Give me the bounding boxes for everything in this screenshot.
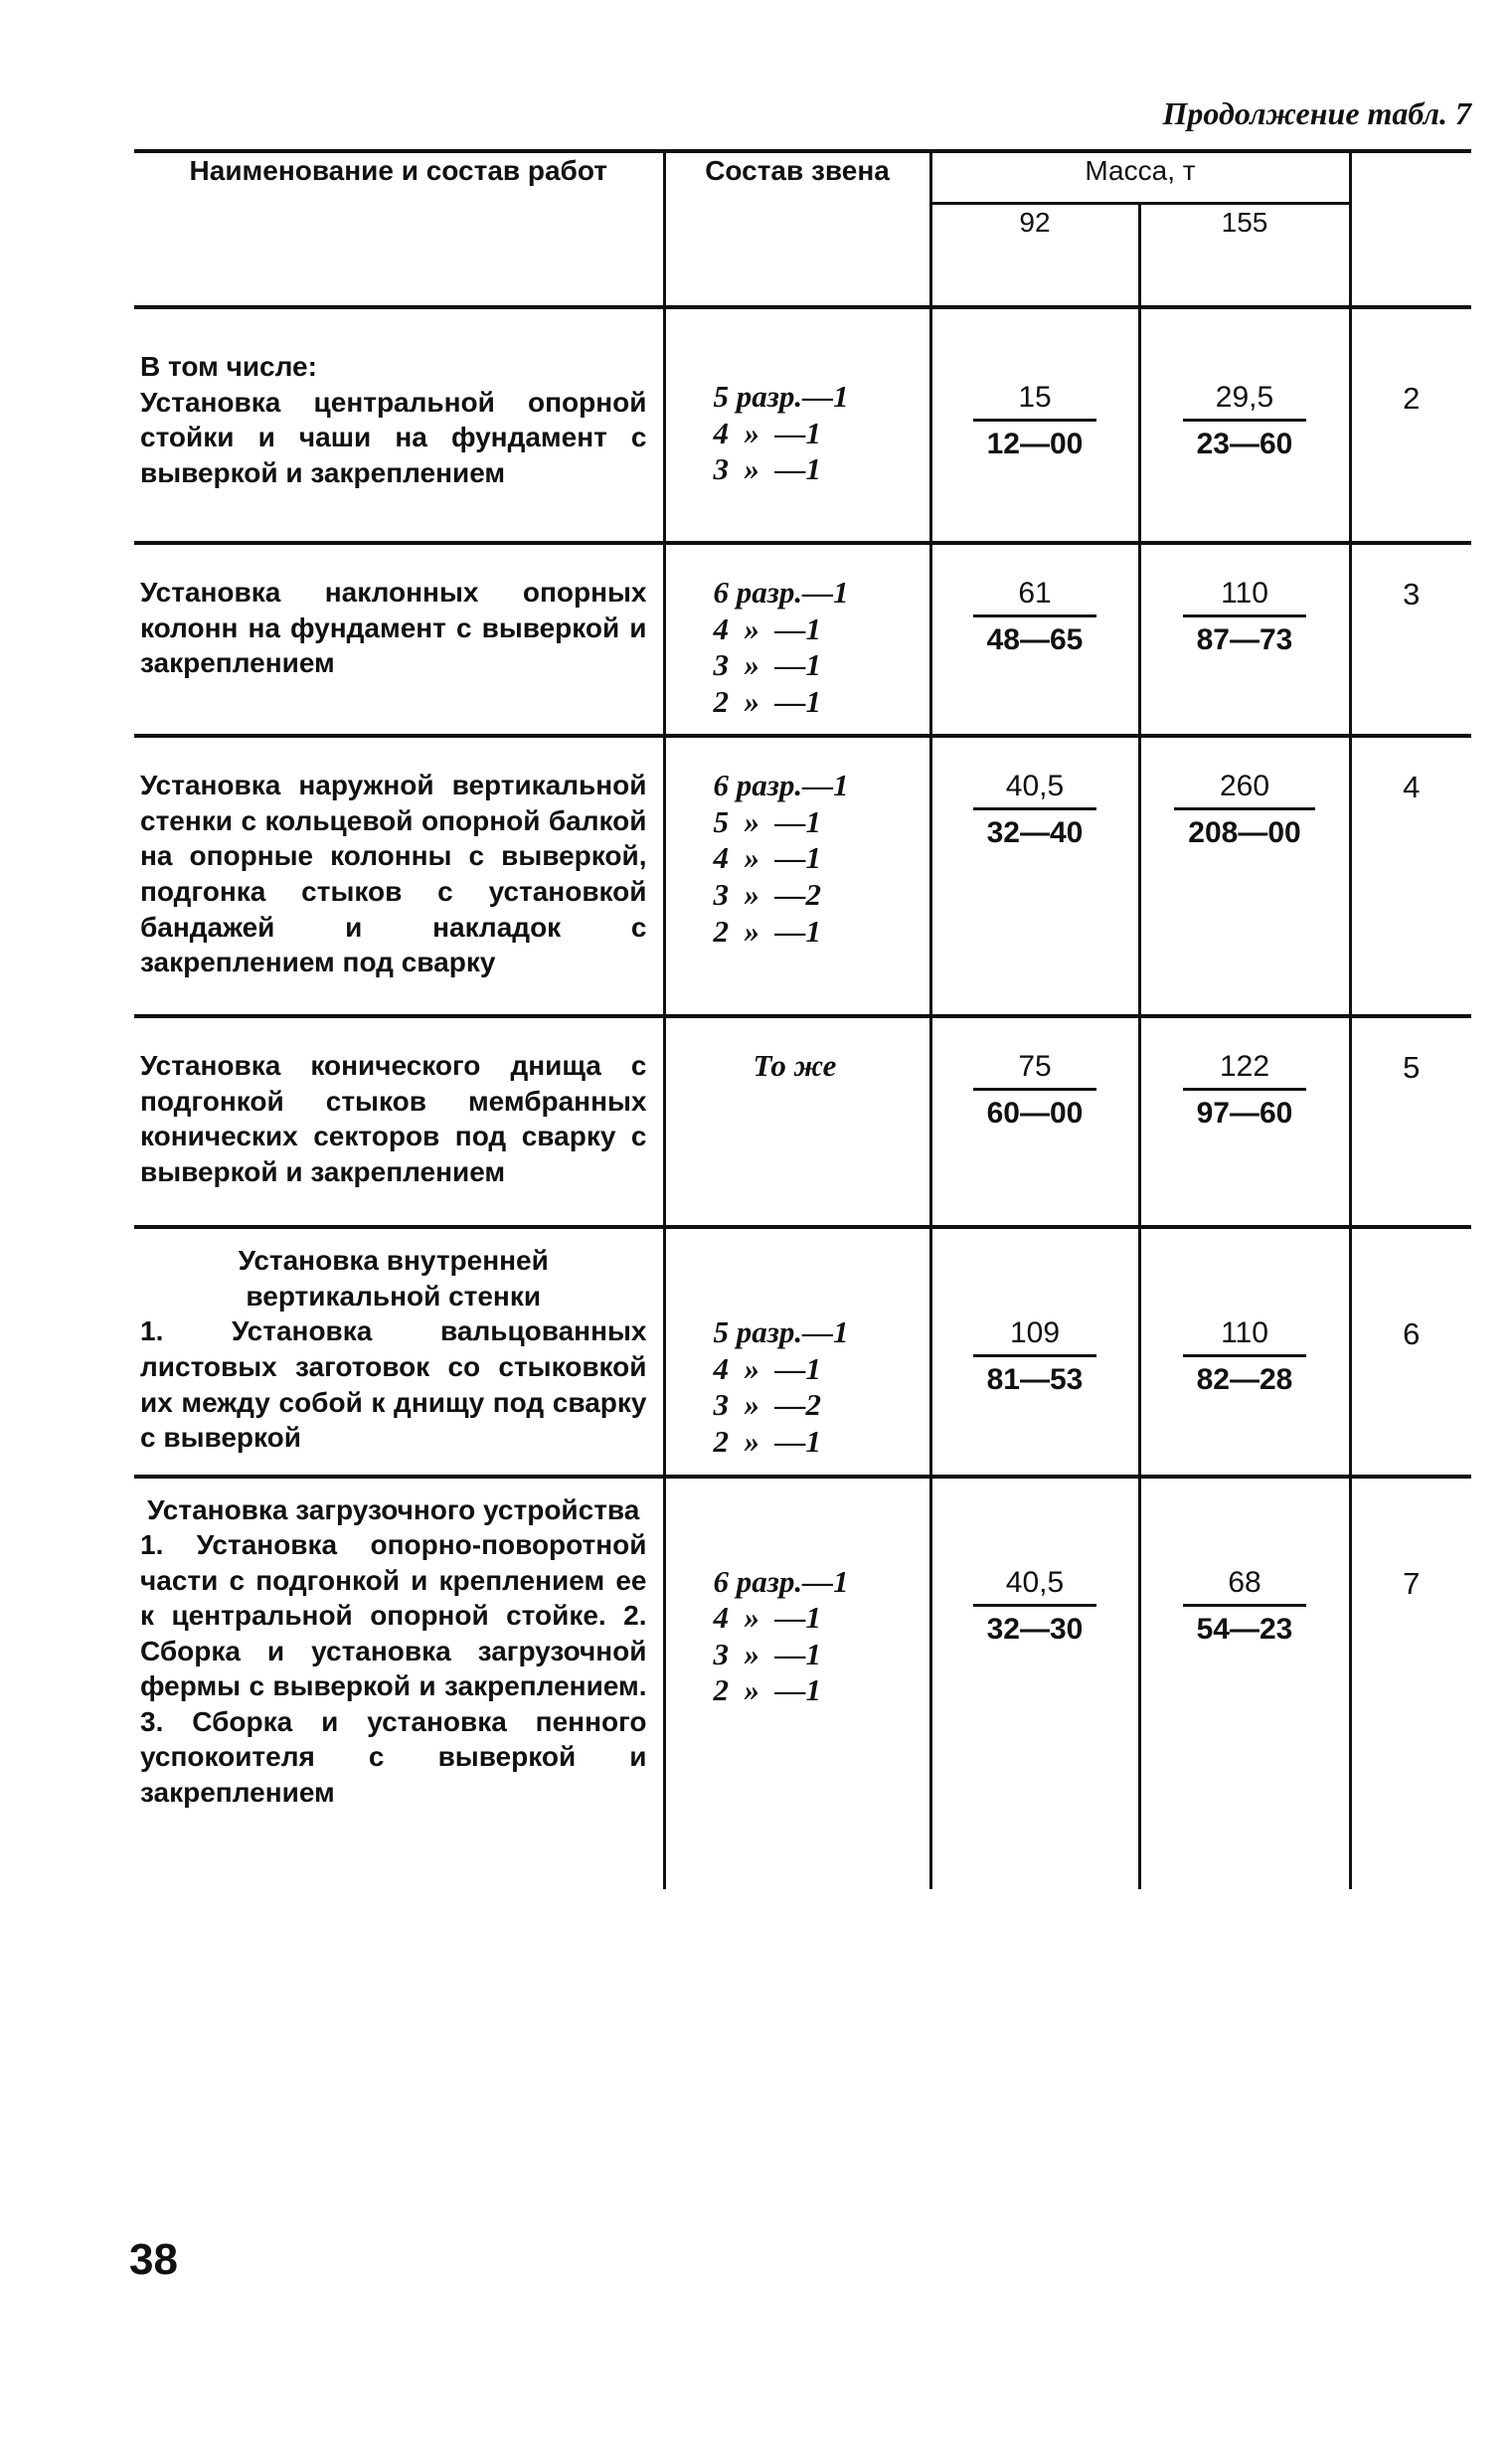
mass-92-cell — [930, 1016, 1139, 1227]
crew-line: 3 » —1 — [713, 451, 821, 487]
labor-value: 15 — [973, 379, 1097, 422]
work-name: Установка конического днища с подгонкой стыков мембранных конических секторов под сварку с выверкой и закреплением — [140, 1050, 647, 1187]
crew-cell — [664, 307, 930, 543]
crew-line: 5 разр.—1 — [713, 1314, 849, 1350]
row-number: 3 — [1350, 543, 1471, 736]
crew-line: 4 » —1 — [713, 415, 821, 450]
crew-line: То же — [753, 1048, 837, 1084]
work-name-cell — [134, 736, 664, 1016]
table-row — [134, 1016, 1471, 1227]
work-name-cell — [134, 543, 664, 736]
cost-value: 48—65 — [986, 623, 1084, 657]
work-name-cell — [134, 1477, 664, 1889]
labor-value: 29,5 — [1183, 379, 1307, 422]
cost-value: 32—40 — [986, 816, 1084, 850]
labor-value: 260 — [1174, 768, 1314, 810]
cost-value: 208—00 — [1188, 816, 1301, 850]
crew-line: 6 разр.—1 — [713, 1563, 849, 1599]
table-row — [134, 1477, 1471, 1889]
crew-line: 3 » —1 — [713, 1636, 821, 1671]
crew-cell — [664, 1016, 930, 1227]
table-row — [134, 543, 1471, 736]
cost-value: 32—30 — [986, 1612, 1084, 1646]
labor-value: 110 — [1183, 1314, 1307, 1357]
table-row — [134, 736, 1471, 1016]
labor-value: 75 — [973, 1048, 1097, 1091]
table-continuation-caption: Продолжение табл. 7 — [1162, 95, 1471, 131]
page-number: 38 — [129, 2235, 178, 2284]
row-number: 6 — [1350, 1227, 1471, 1476]
labor-value: 122 — [1183, 1048, 1307, 1091]
crew-line: 3 » —2 — [713, 1387, 821, 1423]
crew-line: 3 » —2 — [713, 877, 821, 913]
mass-155-cell — [1139, 307, 1350, 543]
labor-value: 68 — [1183, 1564, 1307, 1607]
crew-line: 2 » —1 — [713, 1672, 821, 1708]
work-name: Установка наклонных опорных колонн на фундамент с выверкой и закреплением — [140, 577, 647, 679]
crew-line: 5 » —1 — [713, 803, 821, 839]
header-work-name: Наименование и состав работ — [134, 151, 664, 307]
mass-92-cell — [930, 1227, 1139, 1476]
mass-155-cell — [1139, 1227, 1350, 1476]
crew-line: 6 разр.—1 — [713, 768, 849, 803]
mass-155-cell — [1139, 1477, 1350, 1889]
labor-value: 40,5 — [973, 768, 1097, 810]
mass-155-cell — [1139, 1016, 1350, 1227]
cost-value: 23—60 — [1196, 428, 1293, 461]
work-name: 1. Установка вальцованных листовых заготовок со стыковкой их между собой к днищу под сварку с выверкой — [140, 1315, 647, 1454]
labor-value: 61 — [973, 575, 1097, 617]
table-row — [134, 307, 1471, 543]
labor-value: 109 — [973, 1314, 1097, 1357]
header-crew: Состав звена — [664, 151, 930, 307]
mass-155-cell — [1139, 543, 1350, 736]
cost-value: 87—73 — [1196, 623, 1293, 657]
crew-cell — [664, 543, 930, 736]
row-number: 4 — [1350, 736, 1471, 1016]
work-name-cell — [134, 1016, 664, 1227]
cost-value: 97—60 — [1196, 1097, 1293, 1131]
row-prefix: В том числе: — [140, 351, 317, 382]
crew-line: 4 » —1 — [713, 840, 821, 876]
labor-value: 40,5 — [973, 1564, 1097, 1607]
crew-cell — [664, 1477, 930, 1889]
row-number: 2 — [1350, 307, 1471, 543]
work-name: 1. Установка опорно-поворотной части с подгонкой и креплением ее к центральной опорной стойке. 2. Сборка и установка загрузочной фермы с выверкой и закреплением. 3. Сборка и установка пенного успокоителя с выверкой и закреплением — [140, 1529, 647, 1808]
work-norms-table — [134, 149, 1471, 1889]
mass-92-cell — [930, 1477, 1139, 1889]
crew-line: 4 » —1 — [713, 1600, 821, 1636]
crew-line: 2 » —1 — [713, 913, 821, 949]
row-number: 7 — [1350, 1477, 1471, 1889]
row-number: 5 — [1350, 1016, 1471, 1227]
section-subheading: Установка внутренней вертикальной стенки — [238, 1245, 549, 1312]
header-mass-92: 92 — [930, 203, 1139, 307]
work-name-cell — [134, 307, 664, 543]
crew-line: 6 разр.—1 — [713, 575, 849, 610]
cost-value: 60—00 — [986, 1097, 1084, 1131]
crew-line: 4 » —1 — [713, 1350, 821, 1386]
header-mass-155: 155 — [1139, 203, 1350, 307]
table-row — [134, 1227, 1471, 1476]
crew-cell — [664, 736, 930, 1016]
crew-line: 3 » —1 — [713, 647, 821, 683]
header-number — [1350, 151, 1471, 307]
mass-92-cell — [930, 736, 1139, 1016]
cost-value: 82—28 — [1196, 1363, 1293, 1397]
cost-value: 12—00 — [986, 428, 1084, 461]
work-name-cell — [134, 1227, 664, 1476]
cost-value: 54—23 — [1196, 1612, 1293, 1646]
mass-155-cell — [1139, 736, 1350, 1016]
crew-line: 2 » —1 — [713, 1424, 821, 1460]
labor-value: 110 — [1183, 575, 1307, 617]
section-subheading: Установка загрузочного устройства — [147, 1493, 640, 1525]
crew-line: 5 разр.—1 — [713, 379, 849, 414]
header-mass: Масса, т — [930, 151, 1350, 203]
mass-92-cell — [930, 543, 1139, 736]
work-name: Установка наружной вертикальной стенки с кольцевой опорной балкой на опорные колонны с выверкой, подгонка стыков с установкой бандажей и накладок с закреплением под сварку — [140, 770, 647, 978]
crew-line: 4 » —1 — [713, 611, 821, 646]
mass-92-cell — [930, 307, 1139, 543]
work-name: Установка центральной опорной стойки и чаши на фундамент с выверкой и закреплением — [140, 386, 647, 488]
cost-value: 81—53 — [986, 1363, 1084, 1397]
crew-cell — [664, 1227, 930, 1476]
crew-line: 2 » —1 — [713, 683, 821, 719]
